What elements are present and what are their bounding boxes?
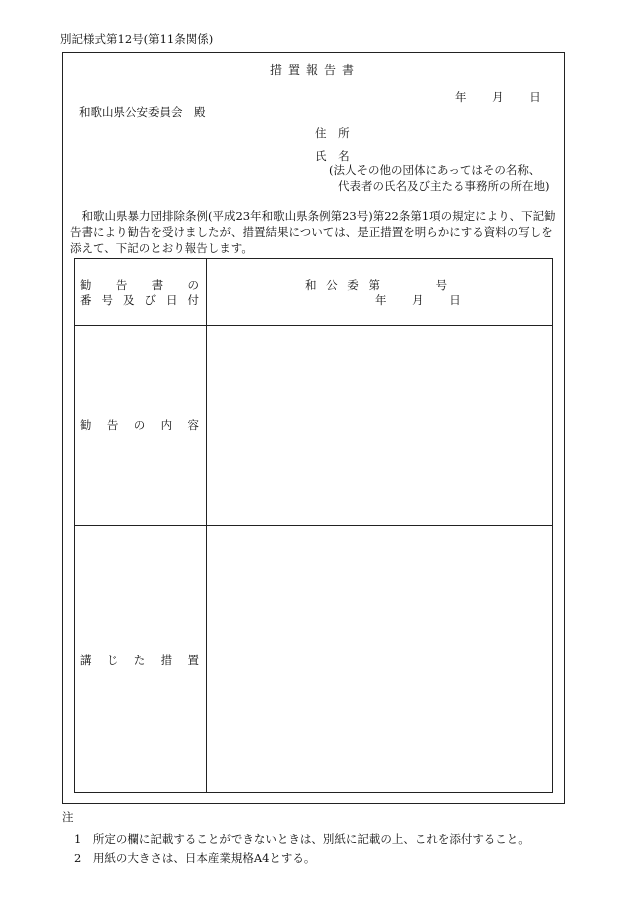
- report-body-text: 和歌山県暴力団排除条例(平成23年和歌山県条例第23号)第22条第1項の規定により、下記勧告書により勧告を受けましたが、措置結果については、是正措置を明らかにする資料の写しを添えて、下記のとおり報告します。: [70, 209, 556, 255]
- label-character: 付: [187, 293, 199, 307]
- label-character: の: [133, 418, 146, 432]
- note-item-2: 2 用紙の大きさは、日本産業規格A4とする。: [74, 851, 316, 865]
- note-item-1: 1 所定の欄に記載することができないときは、別紙に記載の上、これを添付すること。: [74, 832, 530, 846]
- advisory-date-field[interactable]: 年 月 日: [375, 293, 461, 307]
- name-note-line-1: (法人その他の団体にあってはその名称、: [329, 163, 541, 177]
- row2-label: [80, 420, 199, 432]
- label-character: 号: [101, 293, 113, 307]
- notes-heading: 注: [62, 810, 74, 824]
- advisory-content-field[interactable]: [210, 330, 548, 520]
- table-row-divider-1: [74, 325, 553, 326]
- table-row-divider-2: [74, 525, 553, 526]
- label-character: 書: [151, 278, 164, 292]
- advisory-number-field[interactable]: 和 公 委 第 号: [305, 278, 448, 292]
- label-character: 措: [160, 653, 173, 667]
- measures-taken-field[interactable]: [210, 530, 548, 788]
- row1-label-line2: [80, 295, 199, 307]
- form-number-label: 別記様式第12号(第11条関係): [60, 32, 214, 46]
- label-character: 告: [106, 418, 119, 432]
- date-line: 年 月 日: [455, 90, 541, 104]
- address-label: 住 所: [315, 126, 350, 140]
- name-note-line-2: 代表者の氏名及び主たる事務所の所在地): [338, 179, 550, 193]
- label-character: 容: [187, 418, 199, 432]
- label-character: び: [144, 293, 156, 307]
- label-character: 勧: [80, 418, 92, 432]
- label-character: 置: [187, 653, 199, 667]
- row3-label: [80, 655, 199, 667]
- label-character: 講: [80, 653, 92, 667]
- label-character: 日: [166, 293, 178, 307]
- label-character: の: [187, 278, 199, 292]
- addressee: 和歌山県公安委員会 殿: [79, 105, 206, 119]
- label-character: じ: [106, 653, 119, 667]
- label-character: 番: [80, 293, 92, 307]
- label-character: 及: [123, 293, 135, 307]
- document-title: 措置報告書: [269, 63, 360, 77]
- row1-label-line1: [80, 280, 199, 292]
- name-label: 氏 名: [315, 149, 350, 163]
- label-character: た: [133, 653, 146, 667]
- label-character: 内: [160, 418, 173, 432]
- label-character: 勧: [80, 278, 92, 292]
- label-character: 告: [115, 278, 128, 292]
